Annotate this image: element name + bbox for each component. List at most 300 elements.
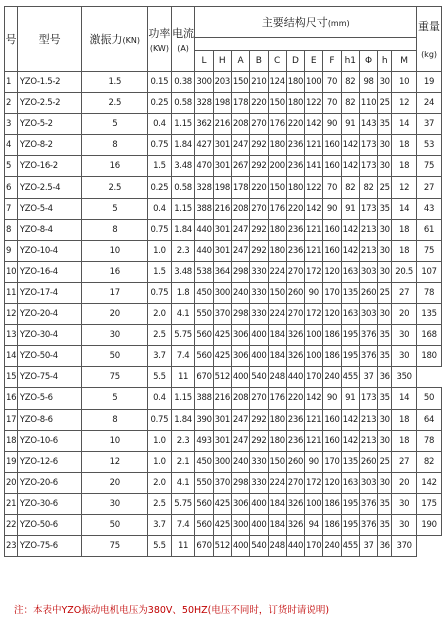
- cell-B: 330: [250, 261, 268, 282]
- cell-A: 306: [231, 346, 249, 367]
- cell-M: 18: [392, 156, 417, 177]
- cell-phi: 213: [359, 240, 377, 261]
- cell-B: 292: [250, 430, 268, 451]
- cell-C: 184: [268, 514, 286, 535]
- cell-model: YZO-8-4: [17, 219, 82, 240]
- cell-A: 178: [231, 177, 249, 198]
- header-dims-spacer: [195, 38, 417, 51]
- cell-phi: 37: [359, 536, 377, 557]
- cell-B: 292: [250, 240, 268, 261]
- cell-no: 4: [5, 135, 18, 156]
- cell-phi: 303: [359, 304, 377, 325]
- cell-current: 11: [171, 367, 195, 388]
- cell-A: 300: [231, 514, 249, 535]
- cell-H: 370: [213, 304, 231, 325]
- cell-E: 90: [305, 451, 323, 472]
- cell-B: 270: [250, 114, 268, 135]
- cell-model: YZO-75-4: [17, 367, 82, 388]
- cell-phi: 98: [359, 72, 377, 93]
- cell-h1: 455: [341, 367, 359, 388]
- header-power-unit: (KW): [149, 43, 169, 53]
- table-row: [5, 282, 442, 303]
- cell-M: 30: [392, 493, 417, 514]
- header-weight-label: 重量: [418, 20, 441, 33]
- cell-B: 220: [250, 93, 268, 114]
- cell-power: 0.75: [148, 282, 172, 303]
- header-dim-7: F: [323, 51, 341, 72]
- cell-M: 18: [392, 240, 417, 261]
- cell-force: 20: [82, 304, 148, 325]
- table-row: [5, 346, 442, 367]
- cell-h1: 91: [341, 114, 359, 135]
- cell-H: 198: [213, 93, 231, 114]
- cell-L: 300: [195, 72, 213, 93]
- cell-A: 208: [231, 114, 249, 135]
- cell-force: 20: [82, 472, 148, 493]
- cell-M: 18: [392, 409, 417, 430]
- cell-B: 292: [250, 135, 268, 156]
- cell-current: 1.15: [171, 198, 195, 219]
- header-dim-8: h1: [341, 51, 359, 72]
- cell-H: 203: [213, 72, 231, 93]
- cell-D: 180: [286, 72, 304, 93]
- table-row: [5, 514, 442, 535]
- cell-A: 178: [231, 93, 249, 114]
- cell-M: 30: [392, 346, 417, 367]
- cell-h: 35: [378, 114, 392, 135]
- cell-F: 90: [323, 388, 341, 409]
- cell-current: 0.38: [171, 72, 195, 93]
- cell-no: 22: [5, 514, 18, 535]
- cell-L: 550: [195, 304, 213, 325]
- cell-D: 326: [286, 514, 304, 535]
- cell-C: 224: [268, 472, 286, 493]
- cell-L: 450: [195, 282, 213, 303]
- cell-B: 400: [250, 346, 268, 367]
- cell-D: 220: [286, 198, 304, 219]
- cell-power: 2.0: [148, 304, 172, 325]
- cell-weight: 190: [417, 514, 442, 535]
- cell-model: YZO-12-6: [17, 451, 82, 472]
- cell-h1: 135: [341, 451, 359, 472]
- cell-force: 30: [82, 325, 148, 346]
- header-dim-5: D: [286, 51, 304, 72]
- cell-current: 1.8: [171, 282, 195, 303]
- cell-H: 425: [213, 493, 231, 514]
- cell-current: 1.84: [171, 219, 195, 240]
- cell-phi: 376: [359, 325, 377, 346]
- table-row: [5, 93, 442, 114]
- cell-force: 8: [82, 135, 148, 156]
- cell-M: 20: [392, 472, 417, 493]
- header-dims-label: 主要结构尺寸: [261, 16, 328, 29]
- cell-model: YZO-50-4: [17, 346, 82, 367]
- cell-model: YZO-1.5-2: [17, 72, 82, 93]
- cell-A: 306: [231, 325, 249, 346]
- cell-E: 94: [305, 514, 323, 535]
- cell-weight: 180: [417, 346, 442, 367]
- cell-phi: 173: [359, 135, 377, 156]
- cell-power: 2.5: [148, 325, 172, 346]
- cell-F: 160: [323, 430, 341, 451]
- cell-F: 186: [323, 325, 341, 346]
- cell-weight: 82: [417, 451, 442, 472]
- cell-D: 260: [286, 282, 304, 303]
- cell-phi: 376: [359, 514, 377, 535]
- header-dim-3: B: [250, 51, 268, 72]
- cell-phi: 376: [359, 346, 377, 367]
- cell-B: 330: [250, 472, 268, 493]
- cell-H: 370: [213, 472, 231, 493]
- cell-current: 7.4: [171, 346, 195, 367]
- header-no: 号: [5, 7, 18, 72]
- cell-E: 121: [305, 409, 323, 430]
- cell-H: 216: [213, 198, 231, 219]
- cell-L: 440: [195, 219, 213, 240]
- cell-E: 142: [305, 198, 323, 219]
- cell-power: 1.0: [148, 451, 172, 472]
- cell-B: 270: [250, 388, 268, 409]
- cell-model: YZO-5-6: [17, 388, 82, 409]
- cell-weight: 75: [417, 156, 442, 177]
- cell-A: 247: [231, 240, 249, 261]
- cell-no: 11: [5, 282, 18, 303]
- cell-h1: 91: [341, 198, 359, 219]
- cell-force: 16: [82, 156, 148, 177]
- cell-h1: 91: [341, 388, 359, 409]
- cell-model: YZO-2.5-4: [17, 177, 82, 198]
- cell-F: 120: [323, 304, 341, 325]
- cell-L: 538: [195, 261, 213, 282]
- cell-current: 1.84: [171, 409, 195, 430]
- cell-M: 30: [392, 514, 417, 535]
- cell-H: 216: [213, 114, 231, 135]
- cell-E: 121: [305, 219, 323, 240]
- cell-weight: 50: [417, 388, 442, 409]
- cell-power: 2.5: [148, 493, 172, 514]
- header-dim-11: M: [392, 51, 417, 72]
- cell-h1: 142: [341, 430, 359, 451]
- cell-A: 400: [231, 536, 249, 557]
- cell-force: 17: [82, 282, 148, 303]
- cell-A: 240: [231, 282, 249, 303]
- cell-L: 560: [195, 493, 213, 514]
- cell-M: 350: [392, 367, 417, 388]
- cell-force: 16: [82, 261, 148, 282]
- cell-h1: 163: [341, 304, 359, 325]
- cell-M: 370: [392, 536, 417, 557]
- cell-current: 3.48: [171, 261, 195, 282]
- cell-h1: 142: [341, 135, 359, 156]
- cell-model: YZO-16-4: [17, 261, 82, 282]
- cell-force: 2.5: [82, 93, 148, 114]
- cell-power: 5.5: [148, 536, 172, 557]
- header-dim-6: E: [305, 51, 323, 72]
- cell-h1: 82: [341, 93, 359, 114]
- cell-weight: 37: [417, 114, 442, 135]
- cell-F: 120: [323, 261, 341, 282]
- cell-E: 122: [305, 177, 323, 198]
- cell-A: 400: [231, 367, 249, 388]
- cell-current: 2.1: [171, 451, 195, 472]
- cell-F: 170: [323, 282, 341, 303]
- cell-D: 180: [286, 177, 304, 198]
- cell-no: 21: [5, 493, 18, 514]
- cell-h1: 163: [341, 472, 359, 493]
- cell-E: 142: [305, 388, 323, 409]
- header-dim-0: L: [195, 51, 213, 72]
- cell-model: YZO-20-4: [17, 304, 82, 325]
- cell-h1: 163: [341, 261, 359, 282]
- cell-no: 10: [5, 261, 18, 282]
- cell-M: 27: [392, 451, 417, 472]
- cell-B: 292: [250, 156, 268, 177]
- cell-power: 1.0: [148, 240, 172, 261]
- cell-M: 18: [392, 135, 417, 156]
- cell-current: 7.4: [171, 514, 195, 535]
- header-dims-unit: (mm): [327, 19, 350, 28]
- header-dim-9: Φ: [359, 51, 377, 72]
- cell-phi: 260: [359, 282, 377, 303]
- cell-weight: 107: [417, 261, 442, 282]
- cell-phi: 110: [359, 93, 377, 114]
- cell-h: 30: [378, 430, 392, 451]
- table-row: [5, 114, 442, 135]
- cell-model: YZO-2.5-2: [17, 93, 82, 114]
- cell-H: 425: [213, 346, 231, 367]
- cell-current: 0.58: [171, 177, 195, 198]
- cell-power: 0.15: [148, 72, 172, 93]
- header-current-label: 电流: [172, 26, 195, 40]
- cell-F: 160: [323, 135, 341, 156]
- cell-F: 70: [323, 177, 341, 198]
- cell-M: 14: [392, 198, 417, 219]
- table-row: [5, 240, 442, 261]
- table-row: [5, 198, 442, 219]
- cell-power: 0.25: [148, 93, 172, 114]
- cell-phi: 303: [359, 472, 377, 493]
- spec-table: [4, 6, 442, 557]
- cell-h: 30: [378, 304, 392, 325]
- cell-current: 1.84: [171, 135, 195, 156]
- table-row: [5, 536, 442, 557]
- cell-h: 35: [378, 346, 392, 367]
- cell-F: 70: [323, 72, 341, 93]
- cell-C: 176: [268, 198, 286, 219]
- cell-L: 388: [195, 198, 213, 219]
- cell-weight: 175: [417, 493, 442, 514]
- cell-force: 5: [82, 388, 148, 409]
- cell-F: 186: [323, 514, 341, 535]
- cell-h: 25: [378, 93, 392, 114]
- cell-C: 248: [268, 536, 286, 557]
- cell-A: 247: [231, 409, 249, 430]
- cell-H: 512: [213, 367, 231, 388]
- cell-force: 10: [82, 430, 148, 451]
- cell-E: 100: [305, 346, 323, 367]
- cell-L: 560: [195, 325, 213, 346]
- cell-model: YZO-8-6: [17, 409, 82, 430]
- cell-H: 301: [213, 240, 231, 261]
- cell-h1: 82: [341, 72, 359, 93]
- cell-D: 236: [286, 409, 304, 430]
- cell-D: 220: [286, 114, 304, 135]
- cell-no: 17: [5, 409, 18, 430]
- cell-power: 1.5: [148, 261, 172, 282]
- cell-B: 292: [250, 219, 268, 240]
- cell-A: 240: [231, 451, 249, 472]
- cell-E: 142: [305, 114, 323, 135]
- cell-no: 18: [5, 430, 18, 451]
- cell-h1: 195: [341, 514, 359, 535]
- cell-L: 440: [195, 240, 213, 261]
- cell-C: 150: [268, 282, 286, 303]
- cell-power: 0.25: [148, 177, 172, 198]
- table-row: [5, 304, 442, 325]
- cell-weight: 78: [417, 282, 442, 303]
- cell-h: 30: [378, 219, 392, 240]
- cell-C: 184: [268, 325, 286, 346]
- cell-no: 9: [5, 240, 18, 261]
- header-model: 型号: [17, 7, 82, 72]
- cell-phi: 213: [359, 430, 377, 451]
- cell-h: 35: [378, 325, 392, 346]
- cell-phi: 213: [359, 219, 377, 240]
- cell-E: 121: [305, 430, 323, 451]
- cell-model: YZO-50-6: [17, 514, 82, 535]
- header-dim-4: C: [268, 51, 286, 72]
- header-dim-2: A: [231, 51, 249, 72]
- cell-weight: 53: [417, 135, 442, 156]
- header-dim-1: H: [213, 51, 231, 72]
- cell-no: 7: [5, 198, 18, 219]
- cell-force: 5: [82, 114, 148, 135]
- cell-h1: 142: [341, 409, 359, 430]
- cell-current: 2.3: [171, 240, 195, 261]
- cell-L: 390: [195, 409, 213, 430]
- cell-F: 160: [323, 219, 341, 240]
- header-weight: [417, 7, 442, 72]
- cell-no: 13: [5, 325, 18, 346]
- cell-A: 208: [231, 388, 249, 409]
- table-row: [5, 72, 442, 93]
- cell-E: 170: [305, 367, 323, 388]
- header-force-label: 激振力: [89, 33, 123, 46]
- table-row: [5, 135, 442, 156]
- cell-F: 240: [323, 367, 341, 388]
- cell-H: 512: [213, 536, 231, 557]
- cell-current: 4.1: [171, 304, 195, 325]
- cell-C: 176: [268, 388, 286, 409]
- cell-model: YZO-30-4: [17, 325, 82, 346]
- cell-weight: 19: [417, 72, 442, 93]
- cell-model: YZO-10-4: [17, 240, 82, 261]
- cell-power: 3.7: [148, 346, 172, 367]
- cell-h1: 455: [341, 536, 359, 557]
- cell-D: 220: [286, 388, 304, 409]
- cell-E: 121: [305, 135, 323, 156]
- cell-force: 10: [82, 240, 148, 261]
- cell-force: 50: [82, 514, 148, 535]
- cell-model: YZO-5-2: [17, 114, 82, 135]
- cell-current: 1.15: [171, 388, 195, 409]
- cell-B: 210: [250, 72, 268, 93]
- cell-weight: 78: [417, 430, 442, 451]
- cell-F: 90: [323, 114, 341, 135]
- cell-A: 298: [231, 472, 249, 493]
- cell-phi: 173: [359, 156, 377, 177]
- cell-force: 75: [82, 536, 148, 557]
- cell-power: 3.7: [148, 514, 172, 535]
- header-power: [148, 7, 172, 72]
- cell-A: 298: [231, 261, 249, 282]
- cell-power: 0.75: [148, 409, 172, 430]
- cell-A: 208: [231, 198, 249, 219]
- cell-C: 200: [268, 156, 286, 177]
- cell-phi: 376: [359, 493, 377, 514]
- cell-F: 170: [323, 451, 341, 472]
- cell-A: 247: [231, 219, 249, 240]
- cell-L: 560: [195, 514, 213, 535]
- cell-L: 670: [195, 536, 213, 557]
- cell-H: 425: [213, 514, 231, 535]
- cell-no: 15: [5, 367, 18, 388]
- cell-M: 10: [392, 72, 417, 93]
- cell-M: 18: [392, 430, 417, 451]
- cell-B: 292: [250, 409, 268, 430]
- cell-D: 236: [286, 430, 304, 451]
- cell-E: 172: [305, 261, 323, 282]
- cell-L: 470: [195, 156, 213, 177]
- cell-phi: 260: [359, 451, 377, 472]
- cell-power: 0.4: [148, 388, 172, 409]
- header-force-unit: (KN): [122, 36, 140, 45]
- table-row: [5, 409, 442, 430]
- cell-no: 23: [5, 536, 18, 557]
- cell-H: 301: [213, 135, 231, 156]
- table-row: [5, 261, 442, 282]
- cell-C: 176: [268, 114, 286, 135]
- cell-no: 14: [5, 346, 18, 367]
- cell-L: 450: [195, 451, 213, 472]
- cell-H: 425: [213, 325, 231, 346]
- cell-E: 90: [305, 282, 323, 303]
- header-force: [82, 7, 148, 72]
- cell-D: 236: [286, 156, 304, 177]
- cell-power: 0.75: [148, 219, 172, 240]
- cell-M: 18: [392, 219, 417, 240]
- cell-L: 427: [195, 135, 213, 156]
- cell-weight: 61: [417, 219, 442, 240]
- table-row: [5, 493, 442, 514]
- cell-force: 30: [82, 493, 148, 514]
- footnote: 注：本表中YZO振动电机电压为380V、50HZ(电压不同时，订货时请说明): [14, 605, 330, 616]
- cell-current: 11: [171, 536, 195, 557]
- cell-power: 1.0: [148, 430, 172, 451]
- cell-force: 8: [82, 409, 148, 430]
- cell-h: 30: [378, 72, 392, 93]
- header-dims: [195, 7, 417, 38]
- cell-D: 270: [286, 304, 304, 325]
- cell-current: 4.1: [171, 472, 195, 493]
- cell-model: YZO-10-6: [17, 430, 82, 451]
- cell-H: 198: [213, 177, 231, 198]
- cell-h1: 195: [341, 493, 359, 514]
- cell-model: YZO-30-6: [17, 493, 82, 514]
- table-row: [5, 430, 442, 451]
- cell-M: 12: [392, 93, 417, 114]
- header-current-unit: (A): [177, 43, 189, 53]
